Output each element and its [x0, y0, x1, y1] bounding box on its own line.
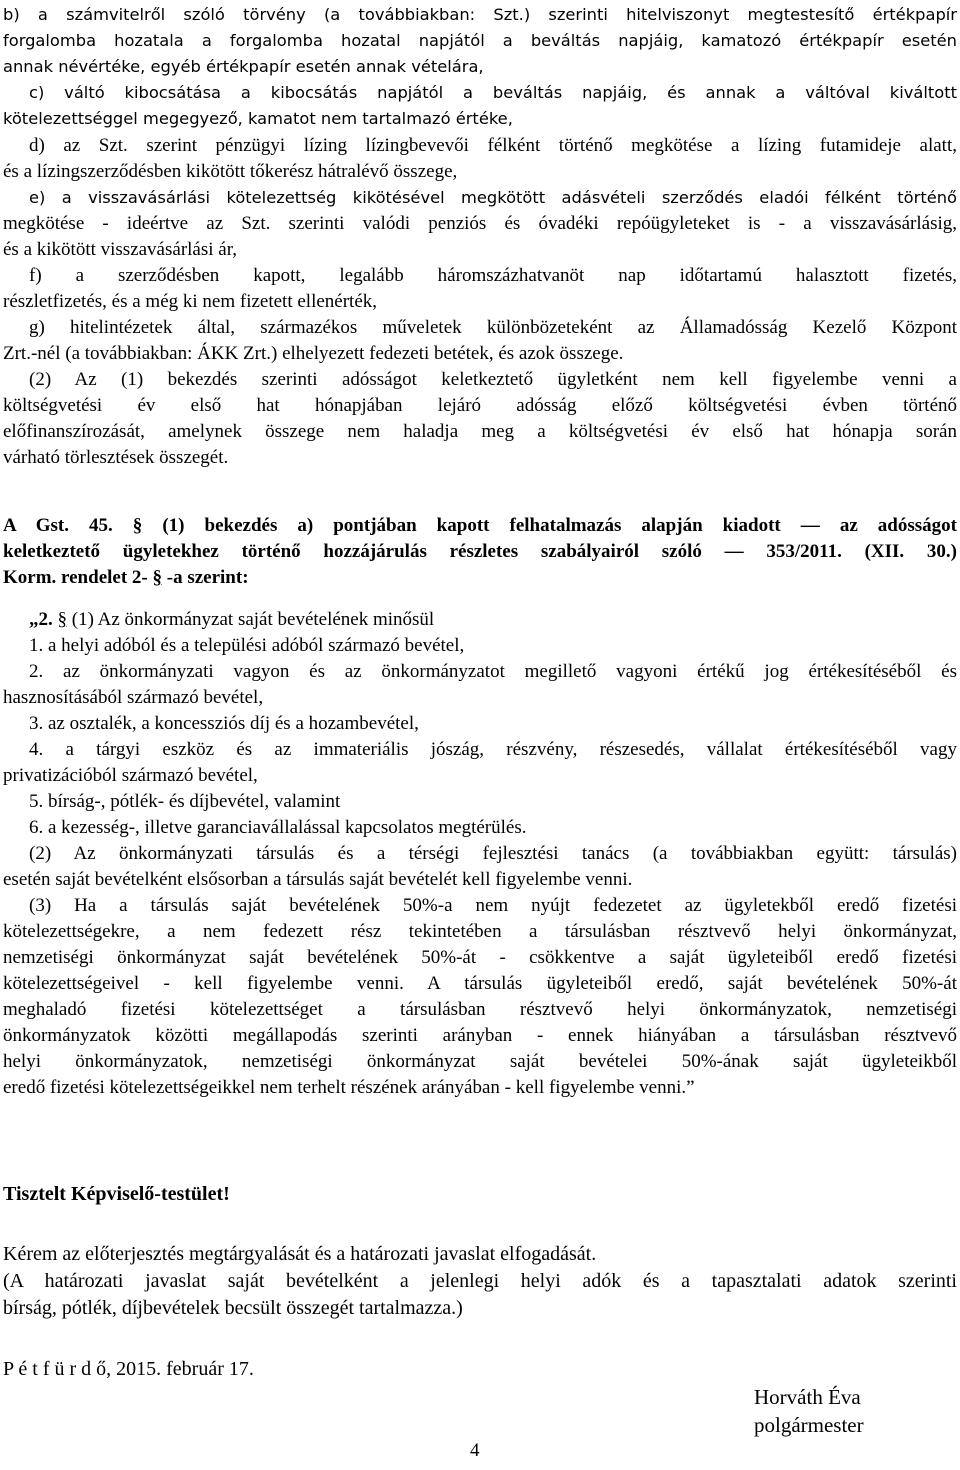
heading-dash: — — [724, 541, 744, 562]
text-line: (2) Az (1) bekezdés szerinti adósságot keletkeztető ügyletként nem kell figyelembe venni a — [29, 369, 957, 390]
salutation: Tisztelt Képviselő-testület! — [3, 1183, 230, 1205]
text-line: részletfizetés, és a még ki nem fizetett ellenérték, — [3, 291, 378, 312]
text-line: előfinanszírozását, amelynek összege nem haladja meg a költségvetési év első hat hónapja során — [3, 421, 957, 442]
quote-text: (1) Az önkormányzat saját bevételének minősül — [67, 609, 435, 630]
heading-text: keletkeztető ügyletekhez történő hozzájárulás részletes szabályairól szóló — [3, 541, 702, 562]
note-line: bírság, pótlék, díjbevételek becsült összegét tartalmazza.) — [3, 1297, 463, 1319]
text-line: b) a számvitelről szóló törvény (a továbbiakban: Szt.) szerinti hitelviszonyt megtestesítő értékpapír — [3, 5, 957, 24]
text-line: és a kikötött visszavásárlási ár, — [3, 239, 238, 260]
page-number: 4 — [470, 1440, 480, 1461]
quote-open: „2. — [29, 609, 58, 630]
section-sign: § — [57, 609, 67, 630]
text-line: várható törlesztések összegét. — [3, 447, 229, 468]
section-sign: § — [132, 515, 143, 536]
text-line: d) az Szt. szerint pénzügyi lízing lízingbevevői félként történő megkötése a lízing futamideje alatt, — [29, 135, 957, 156]
text-line: f) a szerződésben kapott, legalább háromszázhatvanöt nap időtartamú halasztott fizetés, — [29, 265, 957, 286]
quote-line: 6. a kezesség-, illetve garanciavállalással kapcsolatos megtérülés. — [29, 817, 527, 838]
text-line: g) hitelintézetek által, származékos műveletek különbözeteként az Államadósság Kezelő Központ — [29, 317, 957, 338]
quote-line: 1. a helyi adóból és a települési adóból származó bevétel, — [29, 635, 465, 656]
text-line: megkötése - ideértve az Szt. szerinti valódi penziós és óvadéki repóügyleteket is - a visszavásárlásig, — [3, 213, 957, 234]
text-line: forgalomba hozatala a forgalomba hozatal napjától a beváltás napjáig, kamatozó értékpapír esetén — [3, 31, 957, 50]
quote-line: önkormányzatok közötti megállapodás szerinti arányban - ennek hiányában a társulásban résztvevő — [3, 1025, 957, 1046]
text-line: annak névértéke, egyéb értékpapír esetén annak vételára, — [3, 57, 484, 76]
gst-heading-line-3 — [3, 565, 957, 591]
note-line: (A határozati javaslat saját bevételként a jelenlegi helyi adók és a tapasztalati adatok szerinti — [3, 1270, 957, 1292]
quote-line: kötelezettségekre, a nem fedezett rész tekintetében a társulásban résztvevő helyi önkormányzat, — [3, 921, 957, 942]
quote-line: hasznosításából származó bevétel, — [3, 687, 264, 708]
heading-text: (1) bekezdés a) pontjában kapott felhatalmazás alapján kiadott — [142, 515, 781, 536]
gst-heading-line-2 — [3, 539, 957, 565]
heading-text: -a szerint: — [162, 567, 249, 588]
text-line: kötelezettséggel megegyező, kamatot nem tartalmazó értéke, — [3, 109, 513, 128]
text-line: e) a visszavásárlási kötelezettség kikötésével megkötött adásvételi szerződés eladói félként történő — [29, 188, 957, 207]
signer-title: polgármester — [754, 1413, 864, 1437]
signer-name: Horváth Éva — [754, 1385, 861, 1409]
quote-line: helyi önkormányzatok, nemzetiségi önkormányzat saját bevételei 50%-ának saját ügyleteikből — [3, 1051, 957, 1072]
quote-line: (2) Az önkormányzati társulás és a térségi fejlesztési tanács (a továbbiakban együtt: társulás) — [29, 843, 957, 864]
heading-text: 353/2011. (XII. 30.) — [743, 541, 958, 562]
quote-line: 3. az osztalék, a koncessziós díj és a hozambevétel, — [29, 713, 419, 734]
quote-line: privatizációból származó bevétel, — [3, 765, 258, 786]
quote-line: 5. bírság-, pótlék- és díjbevétel, valamint — [29, 791, 341, 812]
text-line: c) váltó kibocsátása a kibocsátás napjától a beváltás napjáig, és annak a váltóval kiváltott — [29, 83, 957, 102]
quote-line: esetén saját bevételként elsősorban a társulás saját bevételét kell figyelembe venni. — [3, 869, 633, 890]
text-line: költségvetési év első hat hónapjában lejáró adósság előző költségvetési évben történő — [3, 395, 957, 416]
quote-line: (3) Ha a társulás saját bevételének 50%-a nem nyújt fedezetet az ügyletekből eredő fizetési — [29, 895, 957, 916]
gst-heading-line-1 — [3, 513, 957, 539]
section-sign: § — [152, 567, 162, 588]
heading-text: A Gst. 45. — [3, 515, 133, 536]
text-line: és a lízingszerződésben kikötött tőkerész hátralévő összege, — [3, 161, 458, 182]
heading-text: Korm. rendelet 2- — [3, 567, 153, 588]
place-date: P é t f ü r d ő, 2015. február 17. — [3, 1358, 254, 1380]
heading-text: az adósságot — [819, 515, 957, 536]
quote-line: meghaladó fizetési kötelezettséget a társulásban résztvevő helyi önkormányzatok, nemzetiségi — [3, 999, 957, 1020]
text-line: Zrt.-nél (a továbbiakban: ÁKK Zrt.) elhelyezett fedezeti betétek, és azok összege. — [3, 343, 624, 364]
quote-line — [3, 607, 957, 633]
heading-dash: — — [800, 515, 820, 536]
quote-line: 2. az önkormányzati vagyon és az önkormányzatot megillető vagyoni értékű jog értékesítéséből és — [29, 661, 957, 682]
quote-line: nemzetiségi önkormányzat saját bevételének 50%-át - csökkentve a saját ügyleteiből eredő fizetési — [3, 947, 957, 968]
quote-line: kötelezettségeivel - kell figyelembe venni. A társulás ügyleteiből eredő, saját bevételének 50%-át — [3, 973, 957, 994]
quote-line: 4. a tárgyi eszköz és az immateriális jószág, részvény, részesedés, vállalat értékesítéséből vagy — [29, 739, 957, 760]
request-text: Kérem az előterjesztés megtárgyalását és a határozati javaslat elfogadását. — [3, 1243, 597, 1265]
quote-line: eredő fizetési kötelezettségeikkel nem terhelt részének arányában - kell figyelembe venni.” — [3, 1077, 695, 1098]
